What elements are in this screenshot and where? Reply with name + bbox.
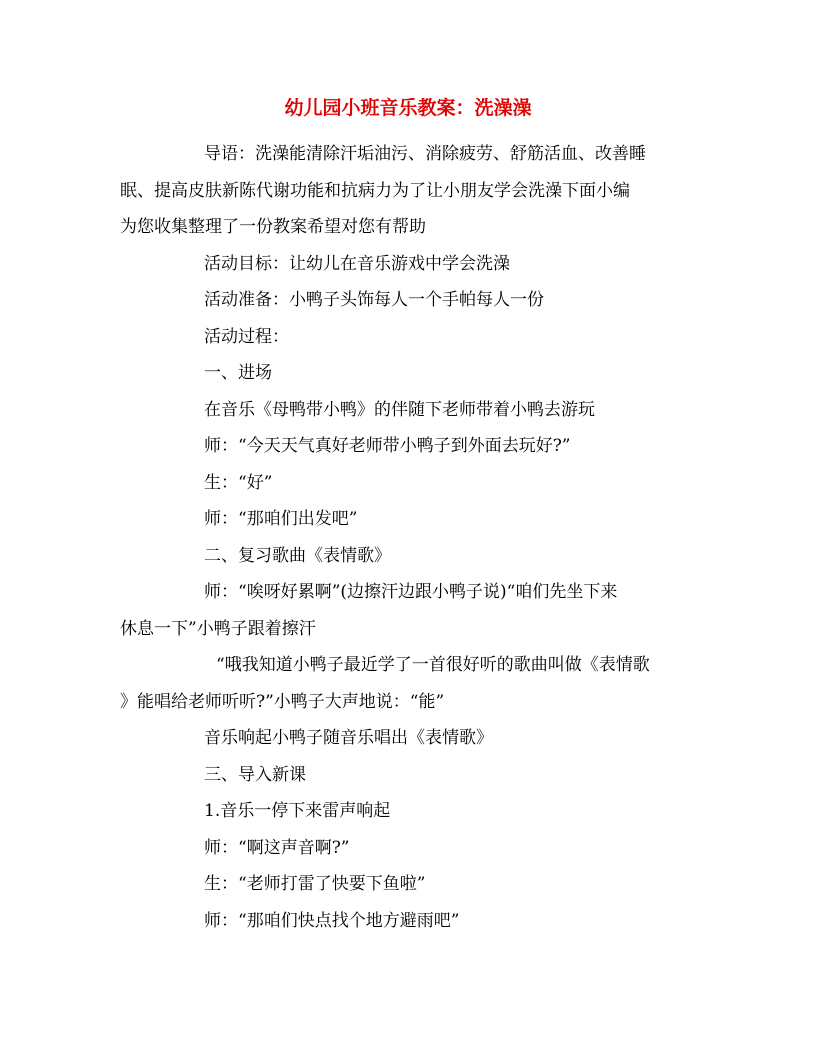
body-paragraph: 》能唱给老师听听?”小鸭子大声地说：“能” [120, 691, 445, 712]
body-paragraph: 师：“那咱们出发吧” [204, 509, 358, 529]
body-paragraph: 为您收集整理了一份教案希望对您有帮助 [120, 217, 426, 237]
body-paragraph: 生：“好” [204, 472, 273, 493]
document-title: 幼儿园小班音乐教案：洗澡澡 [284, 97, 532, 119]
body-paragraph: 师：“那咱们快点找个地方避雨吧” [204, 910, 460, 931]
body-paragraph: 二、复习歌曲《表情歌》 [204, 545, 391, 566]
body-paragraph: 师：“唉呀好累啊”(边擦汗边跟小鸭子说)“咱们先坐下来 [204, 582, 618, 602]
body-paragraph: 1.音乐一停下来雷声响起 [204, 801, 391, 821]
body-paragraph: 在音乐《母鸭带小鸭》的伴随下老师带着小鸭去游玩 [204, 399, 595, 420]
body-paragraph: 师：“今天天气真好老师带小鸭子到外面去玩好?” [204, 436, 571, 456]
body-paragraph: 音乐响起小鸭子随音乐唱出《表情歌》 [204, 728, 493, 748]
body-paragraph: 眠、提高皮肤新陈代谢功能和抗病力为了让小朋友学会洗澡下面小编 [120, 180, 630, 201]
body-paragraph: 休息一下”小鸭子跟着擦汗 [120, 618, 316, 639]
document-body [120, 136, 700, 939]
body-paragraph: 导语：洗澡能清除汗垢油污、消除疲劳、舒筋活血、改善睡 [204, 144, 646, 164]
body-paragraph: 活动过程： [204, 326, 289, 347]
body-paragraph: 一、进场 [204, 363, 272, 383]
body-paragraph: 三、导入新课 [204, 764, 306, 785]
body-paragraph: 师：“啊这声音啊?” [204, 837, 350, 858]
body-paragraph: “哦我知道小鸭子最近学了一首很好听的歌曲叫做《表情歌 [216, 655, 650, 675]
body-paragraph: 生：“老师打雷了快要下鱼啦” [204, 874, 426, 894]
body-paragraph: 活动准备：小鸭子头饰每人一个手帕每人一份 [204, 290, 544, 310]
body-paragraph: 活动目标：让幼儿在音乐游戏中学会洗澡 [204, 253, 510, 274]
